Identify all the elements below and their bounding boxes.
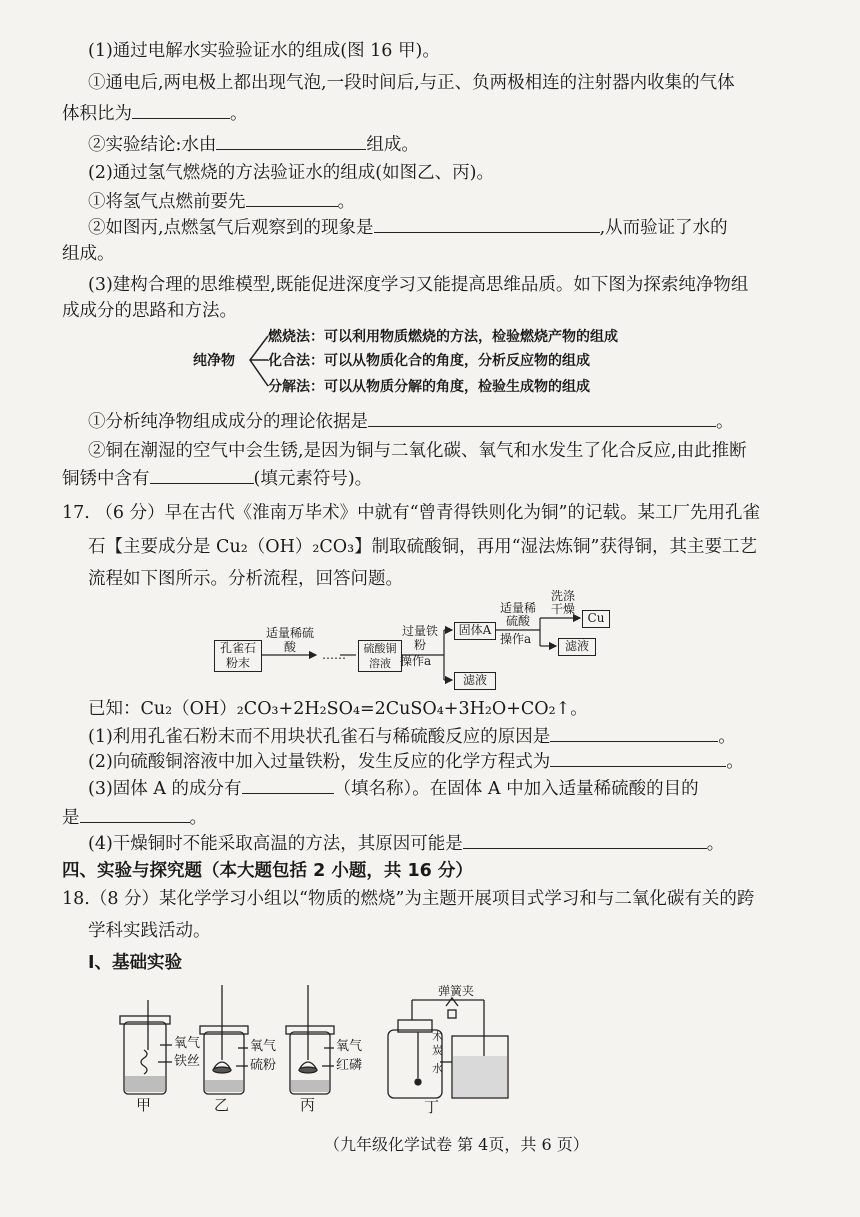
fig-jia-label: 甲 [136,1096,152,1114]
flow-box-filtrate-1: 滤液 [454,672,496,690]
method-desc: ：可以利用物质燃烧的方法，检验燃烧产物的组成 [310,329,618,345]
q16-part3-q2-tail: (填元素符号)。 [253,469,373,489]
fig-ding-item1: 木 [432,1030,443,1043]
fig-bing-item: 红磷 [336,1058,363,1073]
q17-q3-tail: （填名称）。在固体 A 中加入适量稀硫酸的目的 [333,779,699,799]
q17-q3-line2-text: 是 [62,808,80,828]
fig-yi-item: 硫粉 [250,1058,277,1073]
q16-part1: (1)通过电解水实验验证水的组成(图 16 甲)。 [88,41,440,61]
q16-part3-q2: ②铜在潮湿的空气中会生锈,是因为铜与二氧化碳、氧气和水发生了化合反应,由此推断 [88,441,747,461]
period: 。 [716,412,734,432]
flow-reagent-1: 适量稀硫酸 [266,626,315,654]
method-center: 纯净物 [193,353,235,369]
method-desc: ：可以从物质分解的角度，检验生成物的组成 [310,379,590,395]
method-name: 分解法 [268,379,310,395]
q17-known: 已知：Cu₂（OH）₂CO₃+2H₂SO₄=2CuSO₄+3H₂O+CO₂↑。 [88,699,588,719]
fig-ding-clip: 弹簧夹 [438,984,475,998]
period: 。 [718,727,736,747]
flow-box-malachite: 孔雀石粉末 [214,640,262,672]
flow-op-2: 操作a [500,632,532,646]
fig-yi-gas: 氧气 [250,1039,277,1054]
fig-jia-item: 铁丝 [174,1054,201,1069]
period: 。 [189,808,207,828]
q16-part3-q2-text: 铜锈中含有 [62,469,150,489]
period: 。 [230,104,248,124]
q16-part1-q1: ①通电后,两电极上都出现气泡,一段时间后,与正、负两极相连的注射器内收集的气体 [88,73,735,93]
page-footer: （九年级化学试卷 第 4页，共 6 页） [324,1135,589,1154]
fig-bing-gas: 氧气 [336,1039,363,1054]
flow-box-copper-sulfate: 硫酸铜溶液 [358,640,402,672]
flow-reagent-4: 洗涤干燥 [550,589,575,616]
q16-part3: (3)建构合理的思维模型,既能促进深度学习又能提高思维品质。如下图为探索纯净物组 [88,275,749,295]
q16-part2-q2-line2: 组成。 [62,244,115,264]
q16-part1-q1-text: 体积比为 [62,104,132,124]
q16-part2-q1-text: ①将氢气点燃前要先 [88,192,246,212]
fig-ding-item2: 炭 [432,1044,443,1057]
fig-jia-gas: 氧气 [174,1036,201,1051]
fig-yi-label: 乙 [214,1096,230,1114]
q17-q3-text: (3)固体 A 的成分有 [88,779,242,799]
method-name: 燃烧法 [268,329,310,345]
flow-ellipsis: …… [322,648,346,662]
q18-stem: 18.（8 分）某化学学习小组以“物质的燃烧”为主题开展项目式学习和与二氧化碳有关的跨 [62,889,755,909]
fig-ding-label: 丁 [424,1098,440,1116]
section-heading: 四、实验与探究题（本大题包括 2 小题，共 16 分） [62,861,473,881]
q16-part2-q2-tail: ,从而验证了水的 [599,218,728,238]
q16-part2-q2-text: ②如图丙,点燃氢气后观察到的现象是 [88,218,374,238]
flow-op-1: 操作a [400,654,432,668]
period: 。 [726,752,744,772]
q17-stem: 17. （6 分）早在古代《淮南万毕术》中就有“曾青得铁则化为铜”的记载。某工厂先用孔雀 [62,503,760,523]
q17-stem-line3: 流程如下图所示。分析流程，回答问题。 [88,569,403,589]
q18-subheading: Ⅰ、基础实验 [88,953,183,973]
q17-stem-line2: 石【主要成分是 Cu₂（OH）₂CO₃】制取硫酸铜，再用“湿法炼铜”获得铜，其主要工艺 [88,537,758,557]
flow-box-solid-a: 固体A [454,622,496,640]
flow-reagent-3: 适量稀硫酸 [499,601,536,628]
method-name: 化合法 [268,353,310,369]
period: 。 [337,192,355,212]
q16-part1-q2-tail: 组成。 [366,135,419,155]
q16-part3-q1-text: ①分析纯净物组成成分的理论依据是 [88,412,368,432]
q16-part1-q2-text: ②实验结论:水由 [88,135,217,155]
q16-part3-line2: 成成分的思路和方法。 [62,301,237,321]
q17-q4-text: (4)干燥铜时不能采取高温的方法，其原因可能是 [88,834,463,854]
q17-q1-text: (1)利用孔雀石粉末而不用块状孔雀石与稀硫酸反应的原因是 [88,727,551,747]
method-desc: ：可以从物质化合的角度，分析反应物的组成 [310,353,590,369]
q17-q2-text: (2)向硫酸铜溶液中加入过量铁粉，发生反应的化学方程式为 [88,752,551,772]
q18-stem-line2: 学科实践活动。 [88,921,211,941]
flow-box-filtrate-2: 滤液 [558,638,596,656]
fig-ding-item3: 水 [432,1062,443,1075]
fig-bing-label: 丙 [300,1096,316,1114]
q16-part2: (2)通过氢气燃烧的方法验证水的组成(如图乙、丙)。 [88,163,494,183]
flow-box-cu: Cu [582,610,610,628]
flow-reagent-2: 过量铁粉 [402,624,439,652]
period: 。 [706,834,725,854]
